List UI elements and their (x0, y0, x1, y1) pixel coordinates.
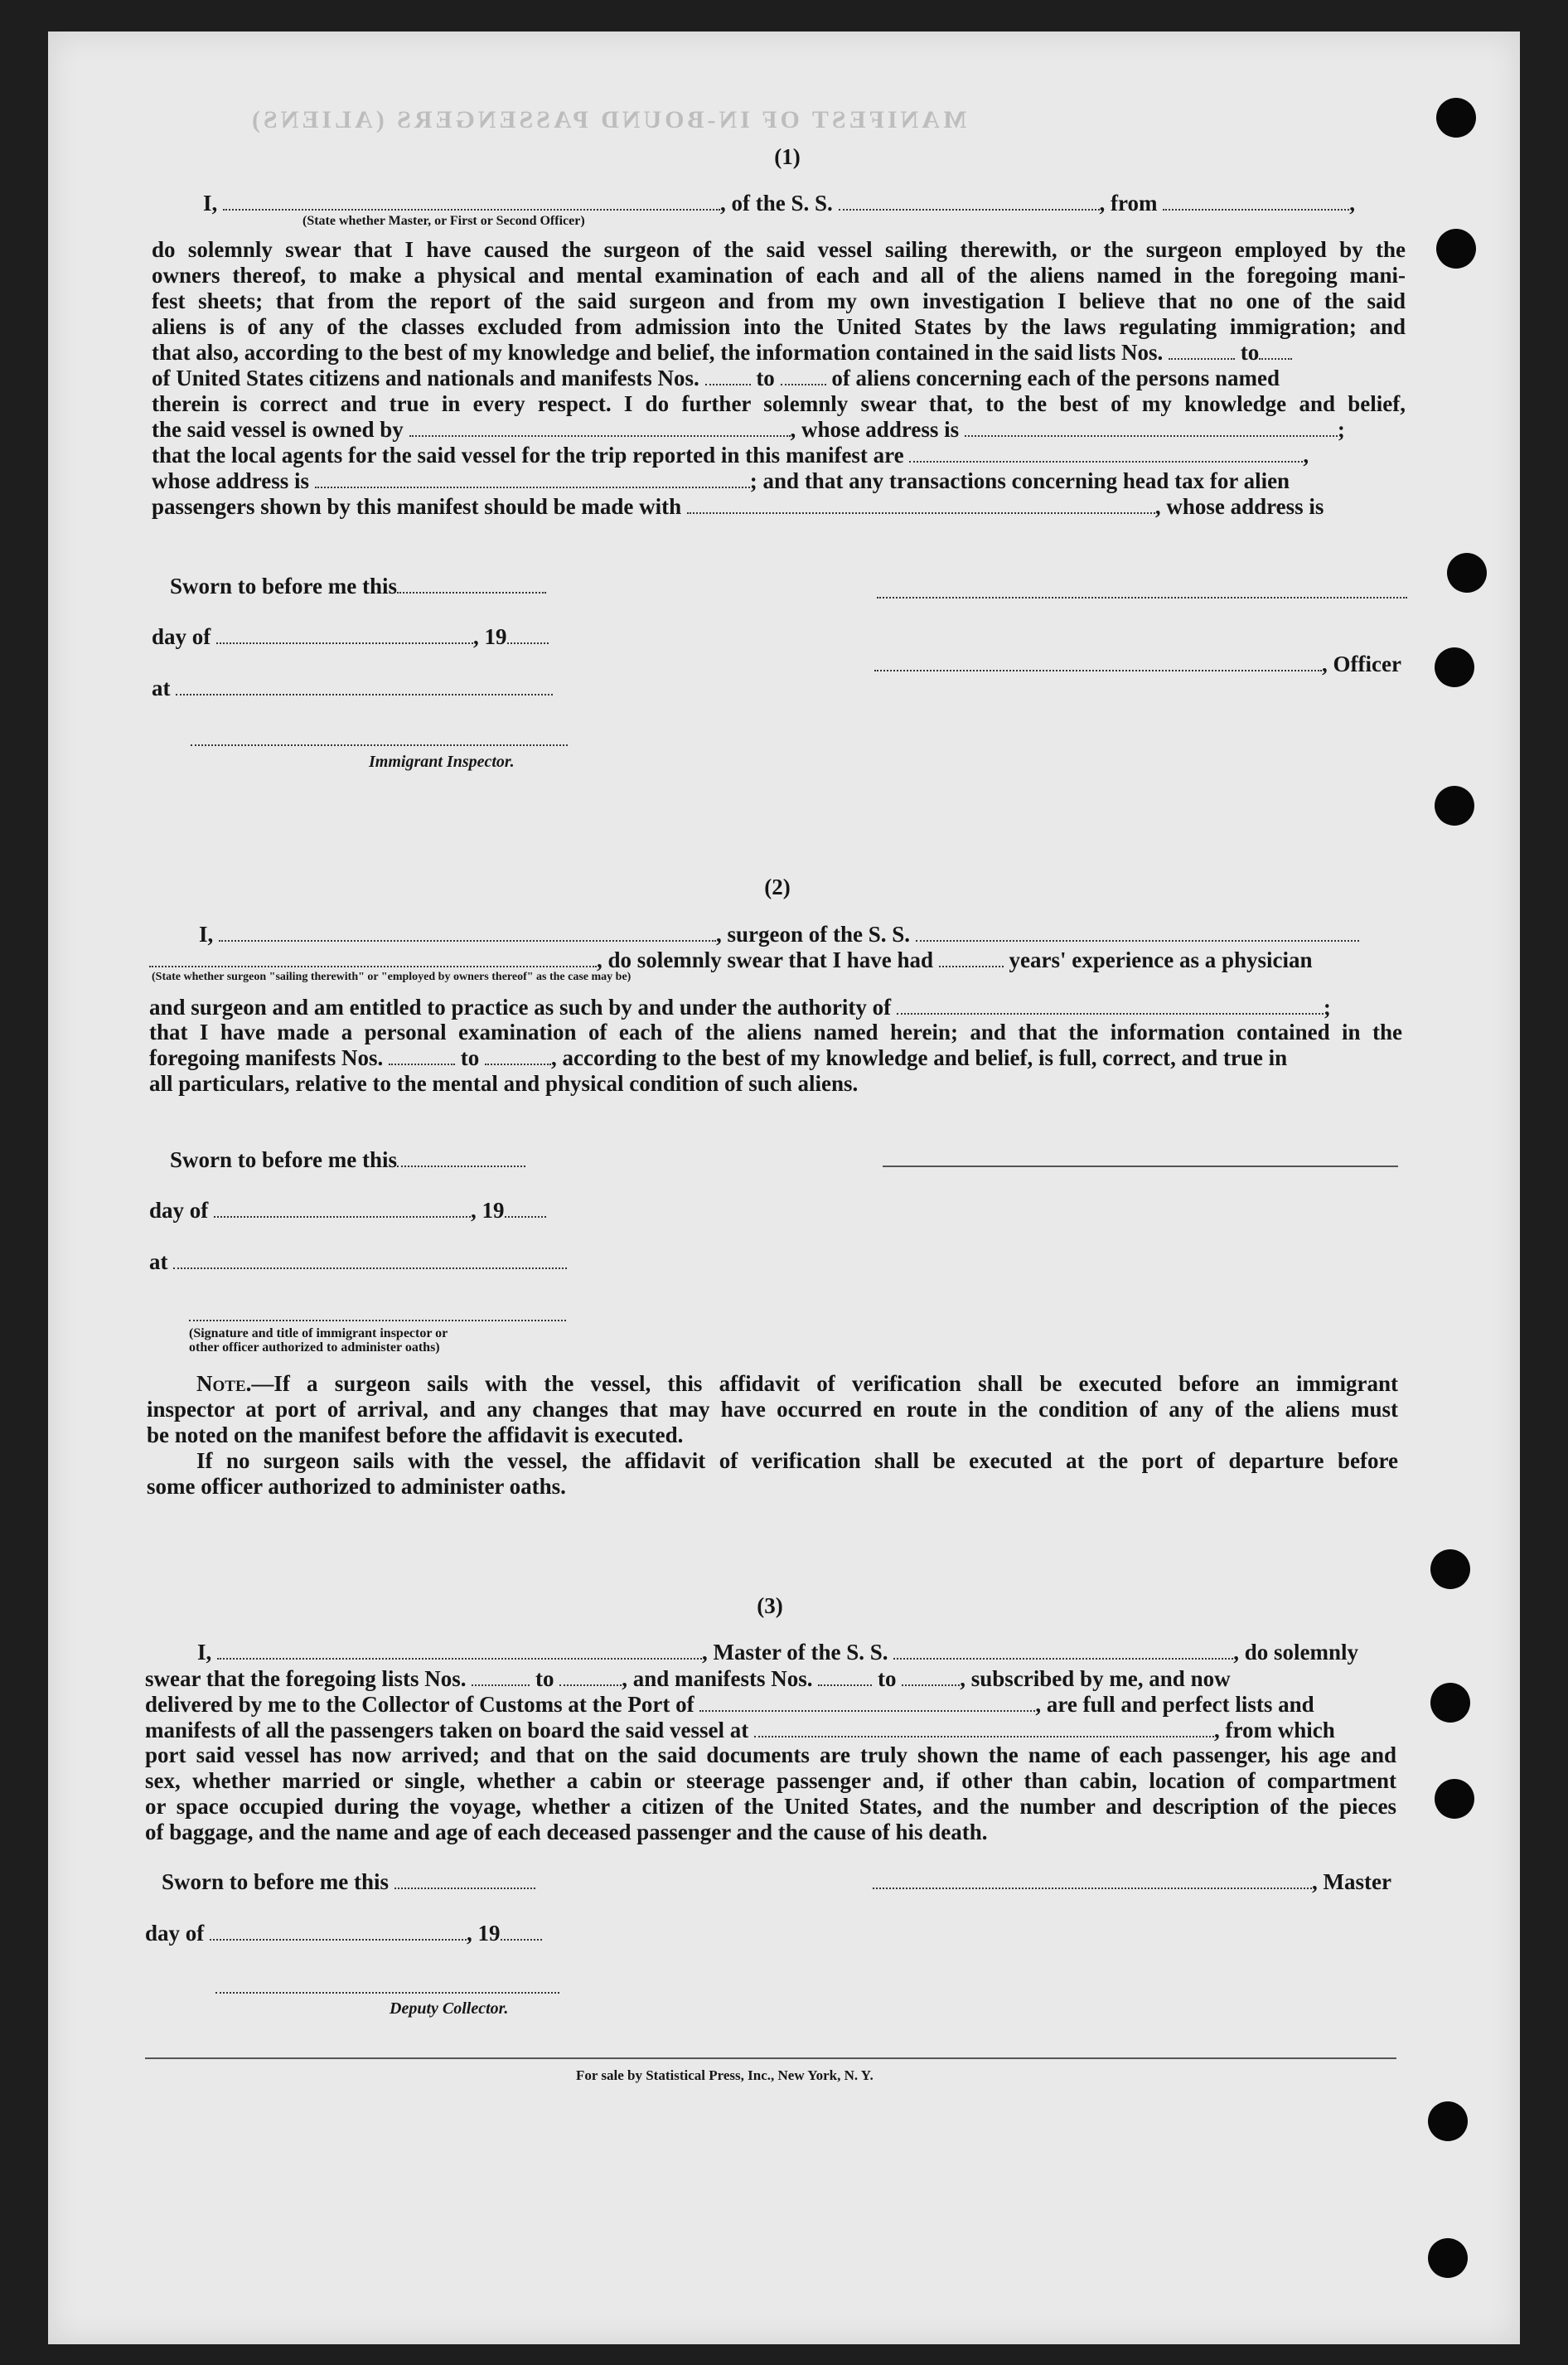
text-manifests-all: manifests of all the passengers taken on board the said vessel at (145, 1718, 749, 1742)
section-3-intro (197, 1640, 1358, 1665)
note-line: be noted on the manifest before the affidavit is executed. (147, 1422, 684, 1447)
text-delivered: delivered by me to the Collector of Customs at the Port of (145, 1692, 694, 1717)
section-2-line-2 (149, 947, 1313, 973)
body-line: sex, whether married or single, whether a cabin or steerage passenger and, if other than cabin, location of compartment (145, 1768, 1396, 1793)
text-do-swear: , do solemnly swear that I have had (597, 947, 934, 972)
body-line: whose address is (152, 468, 310, 493)
punch-hole (1435, 1779, 1474, 1819)
text-sworn: Sworn to before me this (162, 1869, 389, 1894)
text-i: I, (199, 922, 214, 947)
body-line: of United States citizens and nationals and manifests Nos. (152, 366, 699, 390)
body-line: that also, according to the best of my knowledge and belief, the information contained in the said lists Nos. (152, 340, 1164, 365)
text-authority: and surgeon and am entitled to practice as such by and under the authority of (149, 995, 892, 1020)
text-semicolon: ; (1323, 995, 1331, 1020)
text-to: to (460, 1045, 480, 1070)
text-whose-address: , whose address is (790, 417, 960, 442)
text-to: to (535, 1666, 554, 1691)
inspector-signature-line (191, 744, 568, 746)
sig-note-1: (Signature and title of immigrant inspector or (189, 1326, 448, 1340)
bleed-through-title: MANIFEST OF IN-BOUND PASSENGERS (ALIENS) (249, 106, 967, 133)
body-line: aliens is of any of the classes excluded from admission into the United States by the laws regulating immigration; and (152, 314, 1406, 339)
master-signature-line (873, 1869, 1391, 1895)
text-19: , 19 (473, 624, 507, 649)
body-line: all particulars, relative to the mental and physical condition of such aliens. (149, 1071, 859, 1096)
punch-hole (1435, 786, 1474, 826)
text-of-aliens: of aliens concerning each of the persons named (831, 366, 1280, 390)
body-line: that I have made a personal examination of each of the aliens named herein; and that the information contained in the (149, 1020, 1402, 1044)
section-2-body (149, 1020, 1402, 1097)
sig-note-2: other officer authorized to administer oaths) (189, 1340, 440, 1355)
section-3-line-2 (145, 1666, 1231, 1692)
text-master: , Master (1312, 1869, 1391, 1894)
text-i: I, (197, 1640, 212, 1665)
text-sworn: Sworn to before me this (170, 574, 397, 599)
text-according: , according to the best of my knowledge and belief, is full, correct, and true in (550, 1045, 1288, 1070)
day-line-3 (145, 1921, 542, 1946)
text-at: at (149, 1249, 168, 1274)
note-label: Note. (196, 1371, 252, 1396)
text-semicolon: ; (1337, 417, 1345, 442)
text-officer: , Officer (1322, 652, 1401, 676)
section-2-intro (199, 922, 1359, 947)
body-line: owners thereof, to make a physical and mental examination of each and all of the aliens named in the foregoing mani- (152, 263, 1406, 288)
note-line (147, 1371, 1398, 1397)
section-1-body (152, 237, 1406, 520)
body-line: foregoing manifests Nos. (149, 1045, 384, 1070)
at-line-2 (149, 1249, 567, 1275)
note-line: inspector at port of arrival, and any changes that may have occurred en route in the condition of any of the aliens must (147, 1397, 1398, 1422)
footer-text: For sale by Statistical Press, Inc., New York, N. Y. (576, 2067, 874, 2083)
text-surgeon-of: , surgeon of the S. S. (716, 922, 911, 947)
note-line: If no surgeon sails with the vessel, the affidavit of verification shall be executed at the port of departure before (196, 1448, 1398, 1473)
section-2-heading: (2) (764, 875, 791, 899)
body-line: passengers shown by this manifest should be made with (152, 494, 682, 519)
text-whose-address: , whose address is (1154, 494, 1324, 519)
note-line: some officer authorized to administer oaths. (147, 1474, 566, 1499)
punch-hole (1436, 229, 1476, 269)
section-1-intro (203, 191, 1355, 216)
text-do-solemnly: , do solemnly (1233, 1640, 1359, 1665)
surgeon-note: (State whether surgeon "sailing therewith" or "employed by owners thereof" as the case may be) (152, 971, 632, 983)
body-line: fest sheets; that from the report of the said surgeon and from my own investigation I believe that no one of the said (152, 288, 1406, 313)
punch-hole (1428, 2101, 1468, 2141)
signature-line (883, 1166, 1398, 1167)
section-3-body (145, 1742, 1396, 1845)
officer-line (874, 652, 1401, 677)
text-comma: , (1349, 191, 1356, 216)
body-line: port said vessel has now arrived; and that on the said documents are truly shown the name of each passenger, his age and (145, 1742, 1396, 1767)
day-line-1 (152, 624, 549, 650)
collector-signature-line (215, 1992, 559, 1994)
section-3-line-4 (145, 1718, 1335, 1743)
text-from: , from (1099, 191, 1158, 216)
sworn-line-2 (170, 1147, 525, 1173)
text-19: , 19 (467, 1921, 501, 1946)
punch-hole (1447, 553, 1487, 593)
punch-hole (1430, 1683, 1470, 1723)
text-years: years' experience as a physician (1009, 947, 1313, 972)
text-day-of: day of (152, 624, 211, 649)
text-19: , 19 (471, 1198, 505, 1223)
punch-hole (1430, 1549, 1470, 1589)
section-1-heading: (1) (774, 144, 801, 169)
footer-rule (145, 2057, 1396, 2059)
text-full-perfect: , are full and perfect lists and (1035, 1692, 1314, 1717)
master-note: (State whether Master, or First or Second Officer) (302, 214, 585, 228)
inspector-signature-line (189, 1320, 566, 1321)
text-i: I, (203, 191, 218, 216)
text-of-ss: , of the S. S. (720, 191, 833, 216)
section-2-line-3 (149, 995, 1331, 1020)
body-line: that the local agents for the said vessel for the trip reported in this manifest are (152, 443, 904, 468)
section-3-line-3 (145, 1692, 1314, 1718)
sworn-line-3 (162, 1869, 535, 1895)
note-block (147, 1371, 1398, 1500)
text-sworn: Sworn to before me this (170, 1147, 397, 1172)
text-comma: , (1303, 443, 1309, 468)
text-at: at (152, 676, 171, 700)
text-and-manifests: , and manifests Nos. (622, 1666, 813, 1691)
text-day-of: day of (149, 1198, 209, 1223)
text-to: to (878, 1666, 897, 1691)
text-to: to (1240, 340, 1260, 365)
at-line-1 (152, 676, 553, 701)
sworn-line-1 (170, 574, 546, 599)
punch-hole (1435, 647, 1474, 687)
punch-hole (1436, 98, 1476, 138)
inspector-caption: Immigrant Inspector. (369, 753, 515, 771)
signature-line (877, 597, 1407, 599)
text-subscribed: , subscribed by me, and now (960, 1666, 1231, 1691)
punch-hole (1428, 2238, 1468, 2278)
text-day-of: day of (145, 1921, 205, 1946)
body-line: or space occupied during the voyage, whether a citizen of the United States, and the number and description of the pieces (145, 1794, 1396, 1819)
body-line: therein is correct and true in every respect. I do further solemnly swear that, to the best of my knowledge and belief, (152, 391, 1406, 416)
body-line: of baggage, and the name and age of each deceased passenger and the cause of his death. (145, 1820, 988, 1844)
day-line-2 (149, 1198, 546, 1224)
text-from-which: , from which (1214, 1718, 1335, 1742)
text-head-tax: ; and that any transactions concerning head tax for alien (749, 468, 1290, 493)
collector-caption: Deputy Collector. (390, 1999, 509, 2018)
body-line: do solemnly swear that I have caused the surgeon of the said vessel sailing therewith, or the surgeon employed by the (152, 237, 1406, 262)
text-master-of: , Master of the S. S. (702, 1640, 888, 1665)
text-to: to (756, 366, 775, 390)
note-text: —If a surgeon sails with the vessel, this affidavit of verification shall be executed before an immigrant (251, 1371, 1398, 1396)
section-3-heading: (3) (757, 1593, 783, 1618)
text-swear-lists: swear that the foregoing lists Nos. (145, 1666, 467, 1691)
body-line: the said vessel is owned by (152, 417, 404, 442)
